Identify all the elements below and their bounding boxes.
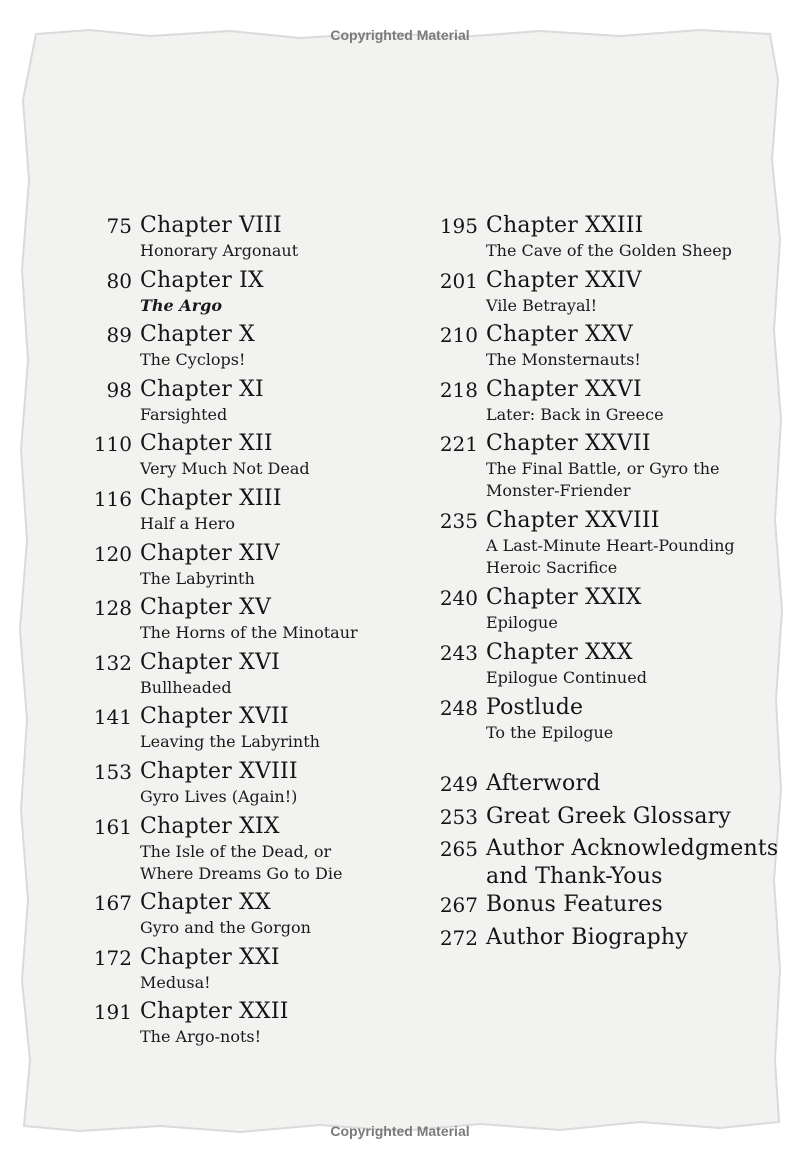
page-number: 89 bbox=[106, 323, 132, 348]
page-number: 210 bbox=[439, 323, 478, 348]
chapter-title: Chapter XXIX bbox=[486, 585, 642, 611]
chapter-subtitle: Later: Back in Greece bbox=[486, 404, 664, 424]
chapter-title: Chapter XIV bbox=[140, 540, 281, 566]
page-number: 221 bbox=[439, 432, 478, 457]
toc-entry-text bbox=[140, 998, 400, 1048]
chapter-subtitle: The Monsternauts! bbox=[486, 350, 641, 370]
toc-left-column bbox=[80, 212, 400, 1053]
page-number: 161 bbox=[93, 814, 132, 839]
chapter-title: Chapter XXVII bbox=[486, 431, 651, 457]
back-matter-entry bbox=[420, 891, 780, 924]
toc-entry bbox=[420, 267, 780, 322]
chapter-subtitle: The Argo bbox=[140, 295, 222, 315]
chapter-title: Chapter XXII bbox=[140, 999, 289, 1025]
chapter-subtitle: The Labyrinth bbox=[140, 568, 255, 588]
chapter-subtitle: Very Much Not Dead bbox=[140, 459, 310, 479]
chapter-title: Chapter IX bbox=[140, 267, 264, 293]
toc-entry-text bbox=[140, 944, 400, 994]
toc-entry bbox=[80, 594, 400, 649]
toc-entry bbox=[420, 507, 780, 584]
chapter-title: Chapter X bbox=[140, 322, 256, 348]
chapter-title: Chapter XV bbox=[140, 595, 272, 621]
page-number: 128 bbox=[93, 596, 132, 621]
back-matter-text bbox=[486, 835, 780, 891]
toc-entry bbox=[80, 430, 400, 485]
toc-entry bbox=[80, 212, 400, 267]
toc-entry-text bbox=[140, 430, 400, 480]
chapter-title: Chapter XXVIII bbox=[486, 508, 660, 534]
back-matter-title: Author Acknowledgments bbox=[486, 836, 779, 862]
page-number: 172 bbox=[93, 945, 132, 970]
page-number: 248 bbox=[439, 695, 478, 720]
toc-entry-text bbox=[140, 813, 400, 885]
chapter-subtitle: Farsighted bbox=[140, 404, 228, 424]
chapter-title: Chapter XXIV bbox=[486, 267, 642, 293]
toc-entry-text bbox=[140, 758, 400, 808]
chapter-subtitle: Honorary Argonaut bbox=[140, 241, 299, 260]
toc-entry-text bbox=[140, 649, 400, 699]
chapter-subtitle: The Horns of the Minotaur bbox=[140, 623, 358, 643]
page-number: 110 bbox=[93, 432, 132, 457]
toc-entry bbox=[420, 694, 780, 749]
toc-entry-text bbox=[140, 212, 400, 262]
chapter-subtitle-line2: Monster-Friender bbox=[486, 481, 631, 501]
toc-entry bbox=[80, 649, 400, 704]
chapter-subtitle: The Cyclops! bbox=[140, 350, 246, 370]
toc-entry-text bbox=[486, 584, 780, 634]
chapter-title: Chapter XVI bbox=[140, 649, 281, 675]
toc-entry bbox=[80, 321, 400, 376]
toc-entry bbox=[420, 639, 780, 694]
back-matter-title-line2: and Thank-Yous bbox=[486, 864, 663, 890]
toc-entry-text bbox=[486, 212, 780, 262]
chapter-subtitle: A Last-Minute Heart-Pounding bbox=[486, 536, 735, 556]
chapter-subtitle-line2: Where Dreams Go to Die bbox=[140, 863, 343, 883]
chapter-subtitle: Half a Hero bbox=[140, 513, 235, 533]
back-matter-text bbox=[486, 924, 780, 952]
page-number: 218 bbox=[439, 377, 478, 402]
back-matter-entry bbox=[420, 924, 780, 957]
page-number: 116 bbox=[93, 486, 132, 511]
toc-entry-text bbox=[140, 540, 400, 590]
toc-entry bbox=[80, 998, 400, 1053]
back-matter-entry bbox=[420, 770, 780, 803]
back-matter-text bbox=[486, 891, 780, 919]
chapter-subtitle: Bullheaded bbox=[140, 677, 232, 697]
chapter-title: Chapter XXVI bbox=[486, 376, 642, 402]
chapter-subtitle-line2: Heroic Sacrifice bbox=[486, 558, 618, 578]
chapter-subtitle: Gyro and the Gorgon bbox=[140, 918, 311, 938]
toc-entry-text bbox=[140, 889, 400, 939]
toc-entry bbox=[80, 889, 400, 944]
chapter-title: Chapter XII bbox=[140, 431, 273, 457]
toc-entry-text bbox=[140, 594, 400, 644]
page-number: 240 bbox=[439, 586, 478, 611]
chapter-subtitle: Gyro Lives (Again!) bbox=[140, 786, 298, 806]
chapter-title: Chapter XXI bbox=[140, 944, 280, 970]
toc-right-column bbox=[420, 212, 780, 956]
toc-entry bbox=[420, 212, 780, 267]
page-number: 191 bbox=[93, 1000, 132, 1025]
page-number: 235 bbox=[439, 509, 478, 534]
page-number: 243 bbox=[439, 640, 478, 665]
toc-entry bbox=[80, 540, 400, 595]
back-matter-title: Afterword bbox=[486, 771, 601, 797]
toc-entry bbox=[80, 485, 400, 540]
page-number: 195 bbox=[439, 214, 478, 238]
chapter-title: Chapter XVII bbox=[140, 704, 289, 730]
back-matter-title: Bonus Features bbox=[486, 892, 663, 918]
chapter-subtitle: Vile Betrayal! bbox=[486, 295, 598, 315]
toc-entry-text bbox=[140, 321, 400, 371]
copyright-watermark-bottom: Copyrighted Material bbox=[330, 1123, 470, 1139]
page-number: 253 bbox=[439, 804, 478, 829]
toc-entry bbox=[80, 376, 400, 431]
toc-entry-text bbox=[486, 694, 780, 744]
chapter-subtitle: The Final Battle, or Gyro the bbox=[486, 459, 720, 479]
toc-entry-text bbox=[140, 267, 400, 317]
chapter-subtitle: Leaving the Labyrinth bbox=[140, 732, 320, 752]
chapter-subtitle: Epilogue Continued bbox=[486, 667, 647, 687]
page-number: 201 bbox=[439, 268, 478, 293]
chapter-title: Chapter XIX bbox=[140, 813, 280, 839]
chapter-title: Chapter XXIII bbox=[486, 213, 644, 238]
back-matter-title: Great Greek Glossary bbox=[486, 803, 732, 829]
toc-entry bbox=[80, 758, 400, 813]
page-number: 132 bbox=[93, 650, 132, 675]
toc-entry bbox=[420, 584, 780, 639]
chapter-title: Chapter XX bbox=[140, 890, 271, 916]
chapter-title: Chapter XXV bbox=[486, 322, 633, 348]
chapter-title: Chapter VIII bbox=[140, 213, 282, 238]
toc-entry-text bbox=[486, 639, 780, 689]
chapter-subtitle: Epilogue bbox=[486, 613, 558, 633]
page-number: 120 bbox=[93, 541, 132, 566]
page-number: 265 bbox=[439, 837, 478, 862]
chapter-title: Chapter XIII bbox=[140, 485, 282, 511]
toc-entry-text bbox=[140, 703, 400, 753]
back-matter-entry bbox=[420, 835, 780, 891]
page-number: 167 bbox=[93, 891, 132, 916]
toc-entry bbox=[80, 813, 400, 890]
toc-entry-text bbox=[486, 376, 780, 426]
toc-entry bbox=[80, 703, 400, 758]
chapter-title: Chapter XVIII bbox=[140, 758, 298, 784]
page-number: 249 bbox=[439, 772, 478, 797]
toc-entry bbox=[420, 321, 780, 376]
page-number: 75 bbox=[106, 214, 132, 238]
toc-entry bbox=[80, 944, 400, 999]
toc-entry bbox=[420, 430, 780, 507]
back-matter-text bbox=[486, 803, 780, 831]
toc-entry-text bbox=[486, 321, 780, 371]
page-number: 153 bbox=[93, 759, 132, 784]
toc-entry-text bbox=[140, 485, 400, 535]
toc-entry-text bbox=[486, 430, 780, 502]
toc-entry-text bbox=[486, 507, 780, 579]
toc-entry bbox=[80, 267, 400, 322]
copyright-watermark-top: Copyrighted Material bbox=[330, 27, 470, 43]
page-number: 267 bbox=[439, 893, 478, 918]
chapter-title: Postlude bbox=[486, 694, 584, 720]
chapter-subtitle: The Cave of the Golden Sheep bbox=[486, 241, 732, 260]
chapter-subtitle: Medusa! bbox=[140, 972, 211, 992]
toc-entry-text bbox=[486, 267, 780, 317]
chapter-title: Chapter XXX bbox=[486, 639, 633, 665]
page-number: 98 bbox=[106, 377, 132, 402]
page-number: 272 bbox=[439, 925, 478, 950]
chapter-subtitle: The Argo-nots! bbox=[140, 1027, 262, 1047]
toc-entry bbox=[420, 376, 780, 431]
page-number: 80 bbox=[106, 268, 132, 293]
chapter-title: Chapter XI bbox=[140, 376, 264, 402]
back-matter-title: Author Biography bbox=[486, 924, 688, 950]
chapter-subtitle: To the Epilogue bbox=[486, 722, 614, 742]
toc-entry-text bbox=[140, 376, 400, 426]
page-number: 141 bbox=[93, 705, 132, 730]
back-matter-text bbox=[486, 770, 780, 798]
back-matter-spacer bbox=[420, 748, 780, 770]
chapter-subtitle: The Isle of the Dead, or bbox=[140, 841, 332, 861]
back-matter-entry bbox=[420, 803, 780, 836]
